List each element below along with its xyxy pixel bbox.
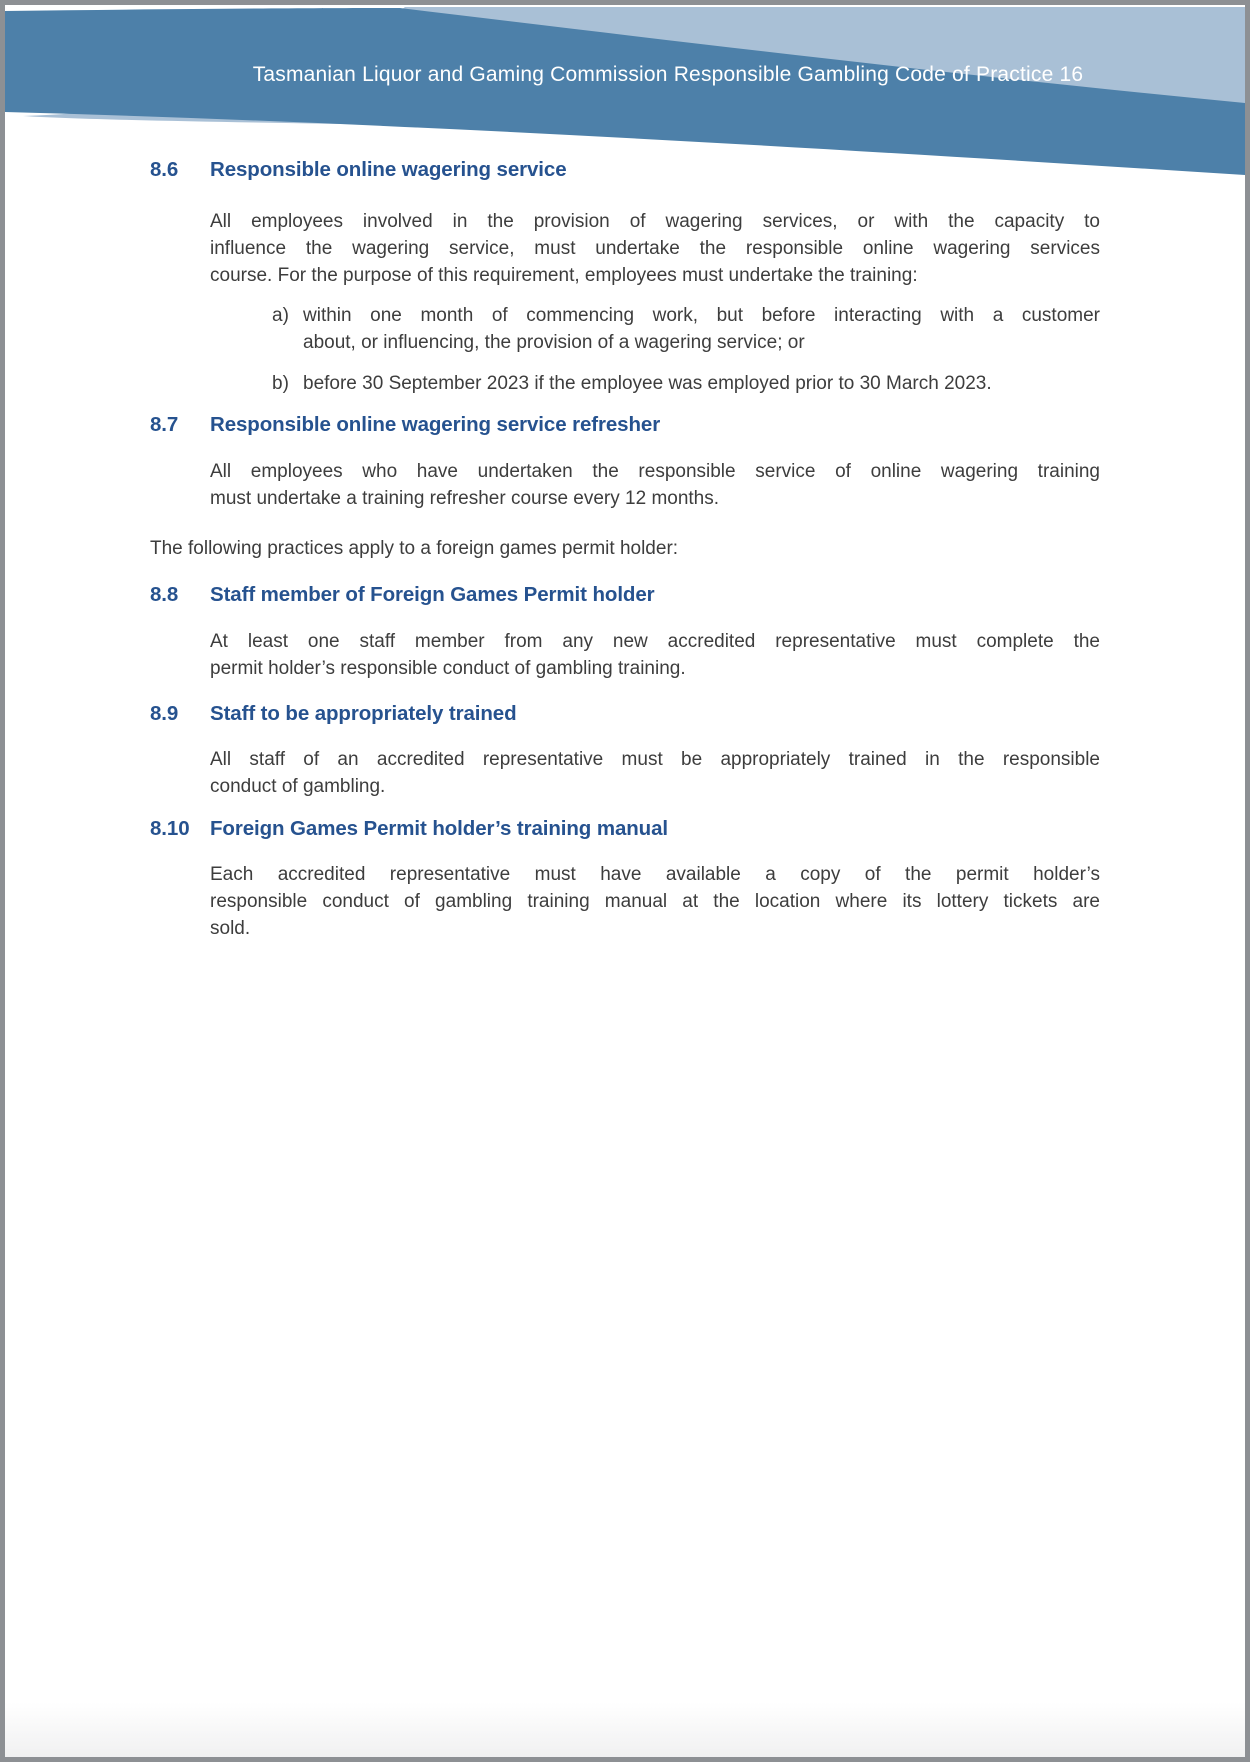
paragraph-line: responsible conduct of gambling training manual at the location where its lottery tickets are bbox=[210, 891, 1100, 912]
list-marker: a) bbox=[272, 305, 289, 326]
section-title: Staff member of Foreign Games Permit holder bbox=[210, 583, 655, 606]
paragraph-line: At least one staff member from any new accredited representative must complete the bbox=[210, 631, 1100, 652]
list-item-line: about, or influencing, the provision of a wagering service; or bbox=[303, 332, 805, 353]
paragraph-line: sold. bbox=[210, 918, 251, 939]
paragraph-line: All employees who have undertaken the responsible service of online wagering training bbox=[210, 461, 1100, 482]
interlude-text: The following practices apply to a foreign games permit holder: bbox=[150, 538, 679, 559]
paragraph-8-8 bbox=[210, 628, 1100, 682]
list-item-line: before 30 September 2023 if the employee was employed prior to 30 March 2023. bbox=[303, 373, 992, 394]
section-heading-8-9 bbox=[150, 700, 1100, 727]
page-number: 16 bbox=[1059, 63, 1084, 86]
page-header bbox=[5, 5, 1245, 180]
section-number: 8.7 bbox=[150, 413, 179, 436]
paragraph-line: course. For the purpose of this requirement, employees must undertake the training: bbox=[210, 265, 918, 286]
paragraph-line: influence the wagering service, must undertake the responsible online wagering services bbox=[210, 238, 1100, 259]
list-item-b bbox=[210, 370, 1100, 397]
section-title: Responsible online wagering service refresher bbox=[210, 413, 661, 436]
section-number: 8.10 bbox=[150, 817, 190, 840]
paragraph-line: must undertake a training refresher course every 12 months. bbox=[210, 488, 720, 509]
header-swoosh-graphic bbox=[5, 5, 1245, 180]
section-heading-8-10 bbox=[150, 815, 1100, 842]
section-title: Responsible online wagering service bbox=[210, 158, 567, 181]
page-content bbox=[150, 156, 1100, 942]
paragraph-line: Each accredited representative must have available a copy of the permit holder’s bbox=[210, 864, 1100, 885]
list-item-a bbox=[210, 302, 1100, 356]
paragraph-line: conduct of gambling. bbox=[210, 776, 386, 797]
list-marker: b) bbox=[272, 373, 289, 394]
document-title-text: Tasmanian Liquor and Gaming Commission Responsible Gambling Code of Practice bbox=[252, 63, 1054, 86]
section-heading-8-7 bbox=[150, 411, 1100, 438]
paragraph-8-9 bbox=[210, 746, 1100, 800]
section-heading-8-6 bbox=[150, 156, 1100, 183]
section-title: Foreign Games Permit holder’s training manual bbox=[210, 817, 668, 840]
paragraph-8-10 bbox=[210, 861, 1100, 942]
paragraph-8-7 bbox=[210, 458, 1100, 512]
section-heading-8-8 bbox=[150, 581, 1100, 608]
document-title bbox=[5, 62, 1245, 88]
paragraph-line: All staff of an accredited representative must be appropriately trained in the responsible bbox=[210, 749, 1100, 770]
paragraph-8-6 bbox=[210, 208, 1100, 289]
section-title: Staff to be appropriately trained bbox=[210, 702, 517, 725]
section-number: 8.6 bbox=[150, 158, 179, 181]
list-item-line: within one month of commencing work, but before interacting with a customer bbox=[303, 305, 1100, 326]
paragraph-line: permit holder’s responsible conduct of gambling training. bbox=[210, 658, 686, 679]
paragraph-line: All employees involved in the provision of wagering services, or with the capacity to bbox=[210, 211, 1100, 232]
section-number: 8.9 bbox=[150, 702, 179, 725]
section-number: 8.8 bbox=[150, 583, 179, 606]
